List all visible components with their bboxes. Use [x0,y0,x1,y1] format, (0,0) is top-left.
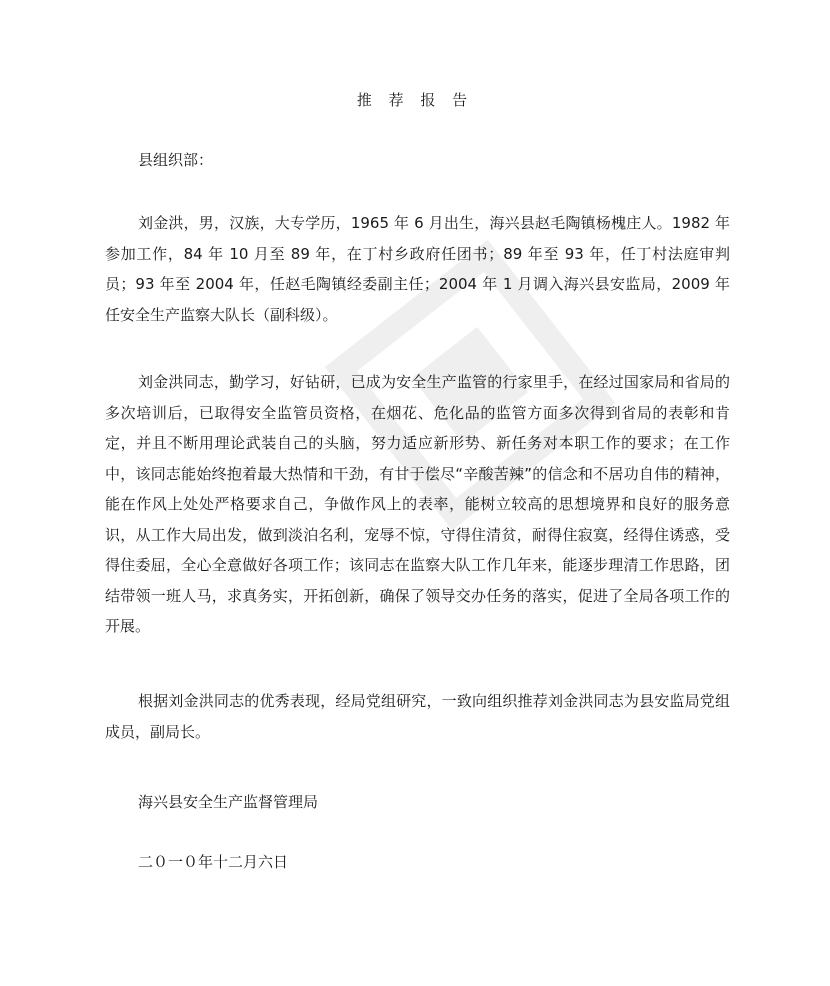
paragraph-recommendation: 根据刘金洪同志的优秀表现，经局党组研究，一致向组织推荐刘金洪同志为县安监局党组成员，副局长。 [105,692,730,741]
document-date: 二０一０年十二月六日 [138,853,289,871]
paragraph-evaluation: 刘金洪同志，勤学习，好钻研，已成为安全生产监管的行家里手，在经过国家局和省局的多次培训后，已取得安全监管员资格，在烟花、危化品的监管方面多次得到省局的表彰和肯定，并且不断用理论武装自己的头脑，努力适应新形势、新任务对本职工作的要求；在工作中，该同志能始终抱着最大热情和干劲，有甘于偿尽“辛酸苦辣”的信念和不居功自伟的精神，能在作风上处处严格要求自己，争做作风上的表率，能树立较高的思想境界和良好的服务意识，从工作大局出发，做到淡泊名利，宠辱不惊，守得住清贫，耐得住寂寞，经得住诱惑，受得住委屈，全心全意做好各项工作；该同志在监察大队工作几年来，能逐步理清工作思路，团结带领一班人马，求真务实，开拓创新，确保了领导交办任务的落实，促进了全局各项工作的开展。 [105,373,730,635]
issuing-organization: 海兴县安全生产监督管理局 [138,793,319,811]
salutation: 县组织部： [138,151,214,169]
document-title: 推 荐 报 告 [356,91,474,109]
paragraph-biography: 刘金洪，男，汉族，大专学历，1965 年 6 月出生，海兴县赵毛陶镇杨槐庄人。1982 年参加工作，84 年 10 月至 89 年，在丁村乡政府任团书；89 年至 93 年，任丁村法庭审判员；93 年至 2004 年，任赵毛陶镇经委副主任；2004 年 1 月调入海兴县安监局，2009 年任安全生产监察大队长（副科级）。 [105,214,730,324]
